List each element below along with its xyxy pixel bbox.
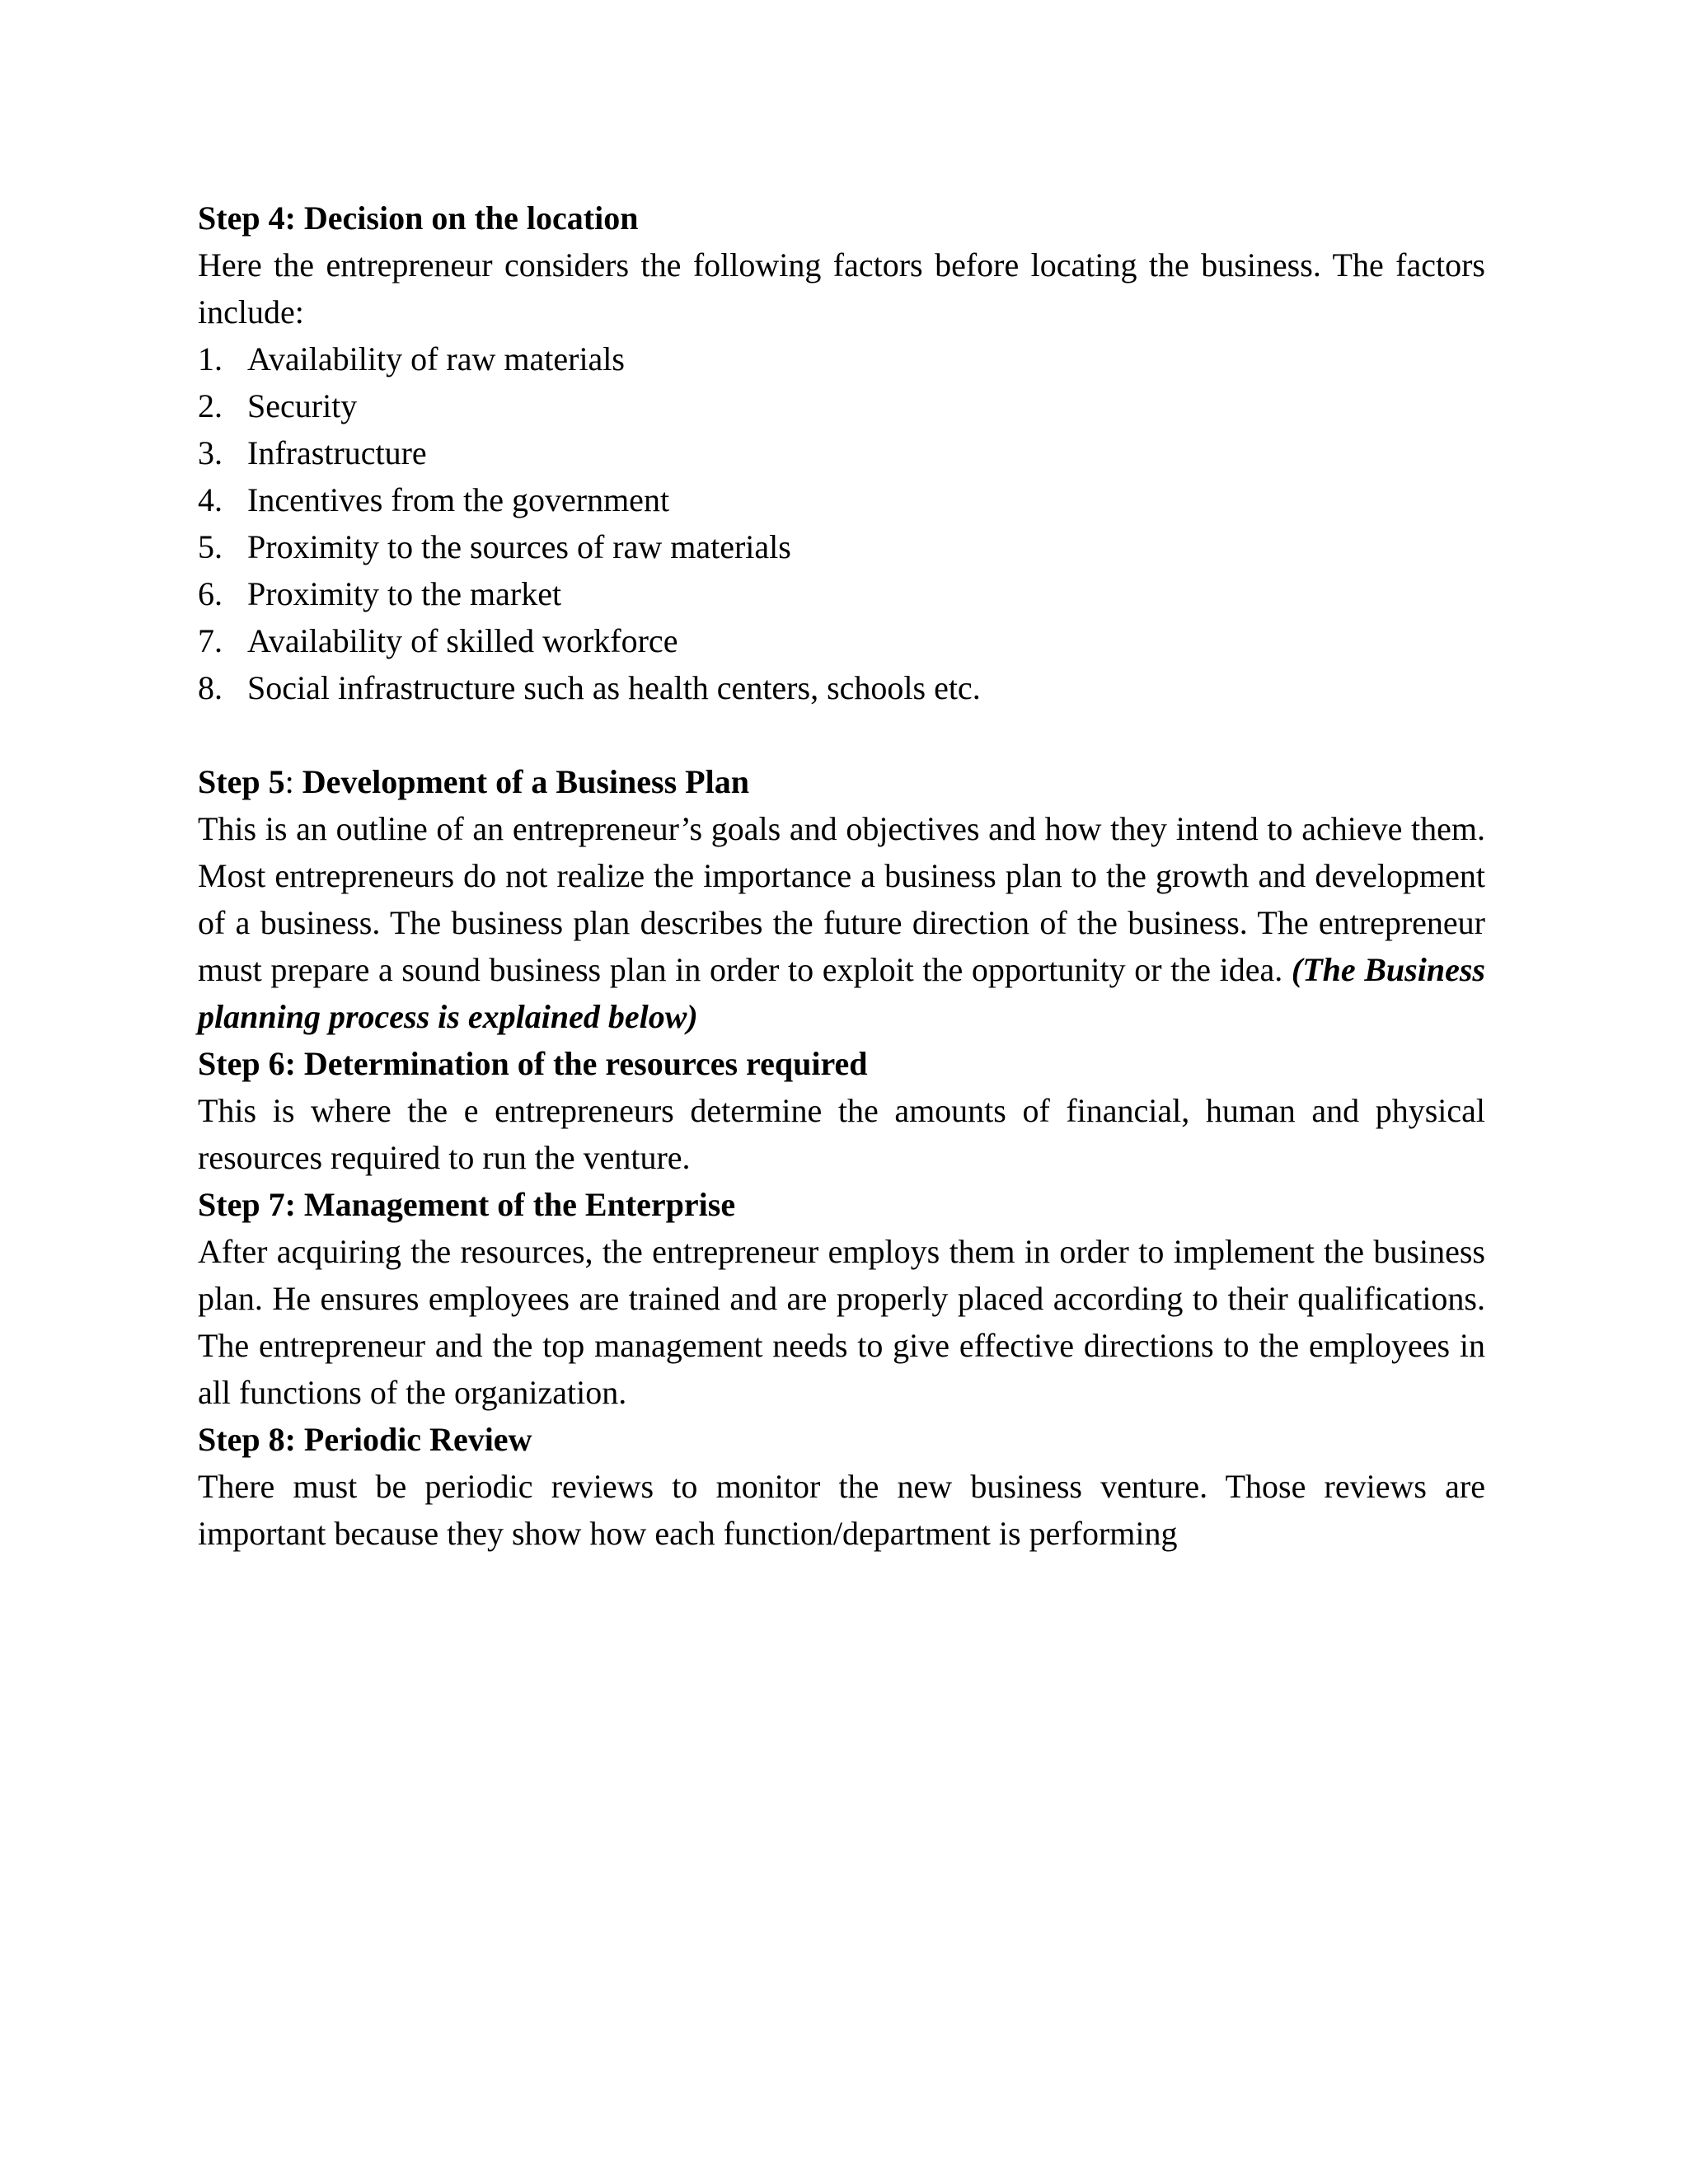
step5-body — [198, 805, 1485, 1040]
step8-body: There must be periodic reviews to monitor the new business venture. Those reviews are important because they show how each function/department is performing — [198, 1468, 1485, 1552]
list-item-text: Incentives from the government — [247, 481, 670, 518]
list-item-number: 7. — [198, 622, 223, 659]
step7-body: After acquiring the resources, the entrepreneur employs them in order to implement the business plan. He ensures employees are trained and are properly placed according to their qualifications. The entrepreneur and the top management needs to give effective directions to the employees in all functions of the organization. — [198, 1233, 1485, 1411]
list-item-text: Availability of skilled workforce — [247, 622, 678, 659]
list-item-number: 2. — [198, 387, 223, 424]
list-item-number: 5. — [198, 528, 223, 565]
section-spacer — [198, 711, 1485, 758]
list-item — [198, 476, 1485, 523]
step4-intro: Here the entrepreneur considers the following factors before locating the business. The factors include: — [198, 246, 1485, 330]
document-page — [198, 194, 1485, 1557]
list-item — [198, 617, 1485, 664]
step4-heading: Step 4: Decision on the location — [198, 199, 639, 237]
list-item-number: 8. — [198, 669, 223, 706]
step5-heading-title: Development of a Business Plan — [302, 763, 749, 800]
step5-heading-separator: : — [284, 763, 302, 800]
step6-body: This is where the e entrepreneurs determine the amounts of financial, human and physical resources required to run the venture. — [198, 1092, 1485, 1176]
step8-heading: Step 8: Periodic Review — [198, 1421, 532, 1458]
list-item-number: 3. — [198, 434, 223, 471]
list-item-number: 6. — [198, 575, 223, 612]
list-item — [198, 429, 1485, 476]
list-item — [198, 523, 1485, 570]
list-item-number: 4. — [198, 481, 223, 518]
list-item-number: 1. — [198, 340, 223, 377]
step5-note: (The Business planning process is explained below) — [198, 951, 1485, 1035]
step7-heading: Step 7: Management of the Enterprise — [198, 1186, 736, 1223]
list-item-text: Proximity to the sources of raw materials — [247, 528, 791, 565]
list-item-text: Infrastructure — [247, 434, 427, 471]
list-item — [198, 664, 1485, 711]
list-item-text: Proximity to the market — [247, 575, 562, 612]
step5-body-text: This is an outline of an entrepreneur’s goals and objectives and how they intend to achieve them. Most entrepreneurs do not realize the importance a business plan to the growth and development of a business. The business plan describes the future direction of the business. The entrepreneur must prepare a sound business plan in order to exploit the opportunity or the idea. — [198, 810, 1485, 988]
step6-heading: Step 6: Determination of the resources required — [198, 1045, 868, 1082]
list-item-text: Social infrastructure such as health centers, schools etc. — [247, 669, 981, 706]
step5-heading — [198, 758, 1485, 805]
list-item — [198, 335, 1485, 382]
location-factors-list — [198, 335, 1485, 711]
list-item — [198, 570, 1485, 617]
list-item-text: Availability of raw materials — [247, 340, 625, 377]
step5-heading-step: Step 5 — [198, 763, 285, 800]
list-item-text: Security — [247, 387, 358, 424]
list-item — [198, 382, 1485, 429]
